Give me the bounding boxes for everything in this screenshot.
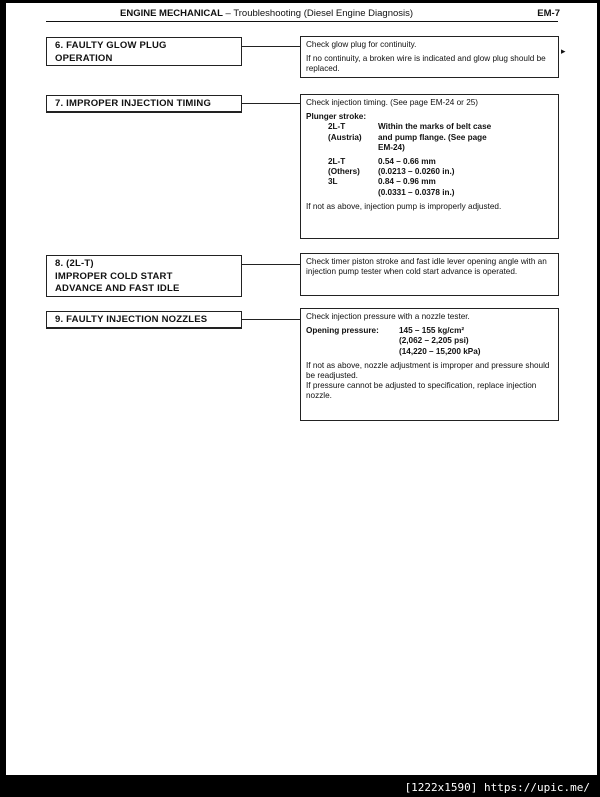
opening-pressure-label: Opening pressure: [306, 326, 379, 336]
spec-row [306, 157, 553, 177]
item-7-intro: Check injection timing. (See page EM-24 or 25) [306, 98, 479, 107]
item-6-check-1: Check glow plug for continuity. [306, 40, 417, 49]
item-8-check-box [300, 253, 559, 296]
scan-border-top [0, 0, 600, 3]
header-section: ENGINE MECHANICAL [120, 8, 223, 19]
header-rule [46, 21, 558, 22]
spec-key-austria: 2L-T (Austria) [328, 122, 362, 142]
page-number: EM-7 [537, 8, 560, 19]
spec-row [306, 122, 553, 153]
spec-value-3l: 0.84 – 0.96 mm (0.0331 – 0.0378 in.) [378, 177, 455, 197]
item-7-label: 7. IMPROPER INJECTION TIMING [46, 95, 242, 113]
item-9-connector [242, 319, 300, 320]
spec-key-others: 2L-T (Others) [328, 157, 360, 177]
spec-row [306, 177, 553, 197]
item-9-outro: If not as above, nozzle adjustment is improper and pressure should be readjusted. If pressure cannot be adjusted to specification, replace injection nozzle. [306, 360, 550, 401]
plunger-stroke-title: Plunger stroke: [306, 112, 367, 122]
item-6-check-box [300, 36, 559, 78]
item-8-text: Check timer piston stroke and fast idle lever opening angle with an injection pump tester when cold start advance is operated. [306, 257, 547, 277]
header-title [120, 8, 413, 19]
footer-watermark: [1222x1590] https://upic.me/ [404, 781, 590, 794]
item-8-connector [242, 264, 300, 265]
pressure-row [306, 326, 553, 357]
item-8-label: 8. (2L-T) IMPROPER COLD START ADVANCE AND FAST IDLE [46, 255, 242, 297]
item-9-check-box [300, 308, 559, 421]
scan-border-left [0, 0, 6, 797]
item-7-outro: If not as above, injection pump is improperly adjusted. [306, 201, 502, 211]
item-6-label: 6. FAULTY GLOW PLUG OPERATION [46, 37, 242, 66]
spec-value-others: 0.54 – 0.66 mm (0.0213 – 0.0260 in.) [378, 157, 455, 177]
item-7-check-box [300, 94, 559, 239]
item-9-intro: Check injection pressure with a nozzle tester. [306, 312, 470, 321]
item-7-connector [242, 103, 300, 104]
header-subtitle: – Troubleshooting (Diesel Engine Diagnosis) [222, 8, 414, 19]
opening-pressure-value: 145 – 155 kg/cm² (2,062 – 2,205 psi) (14,220 – 15,200 kPa) [399, 326, 481, 356]
stray-mark: ▸ [561, 46, 566, 56]
item-6-connector [242, 46, 300, 47]
item-9-label: 9. FAULTY INJECTION NOZZLES [46, 311, 242, 329]
item-6-check-2: If no continuity, a broken wire is indicated and glow plug should be replaced. [306, 54, 546, 74]
spec-key-3l: 3L [328, 177, 338, 187]
page-header [120, 8, 560, 22]
spec-value-austria: Within the marks of belt case and pump flange. (See page EM-24) [378, 122, 492, 152]
